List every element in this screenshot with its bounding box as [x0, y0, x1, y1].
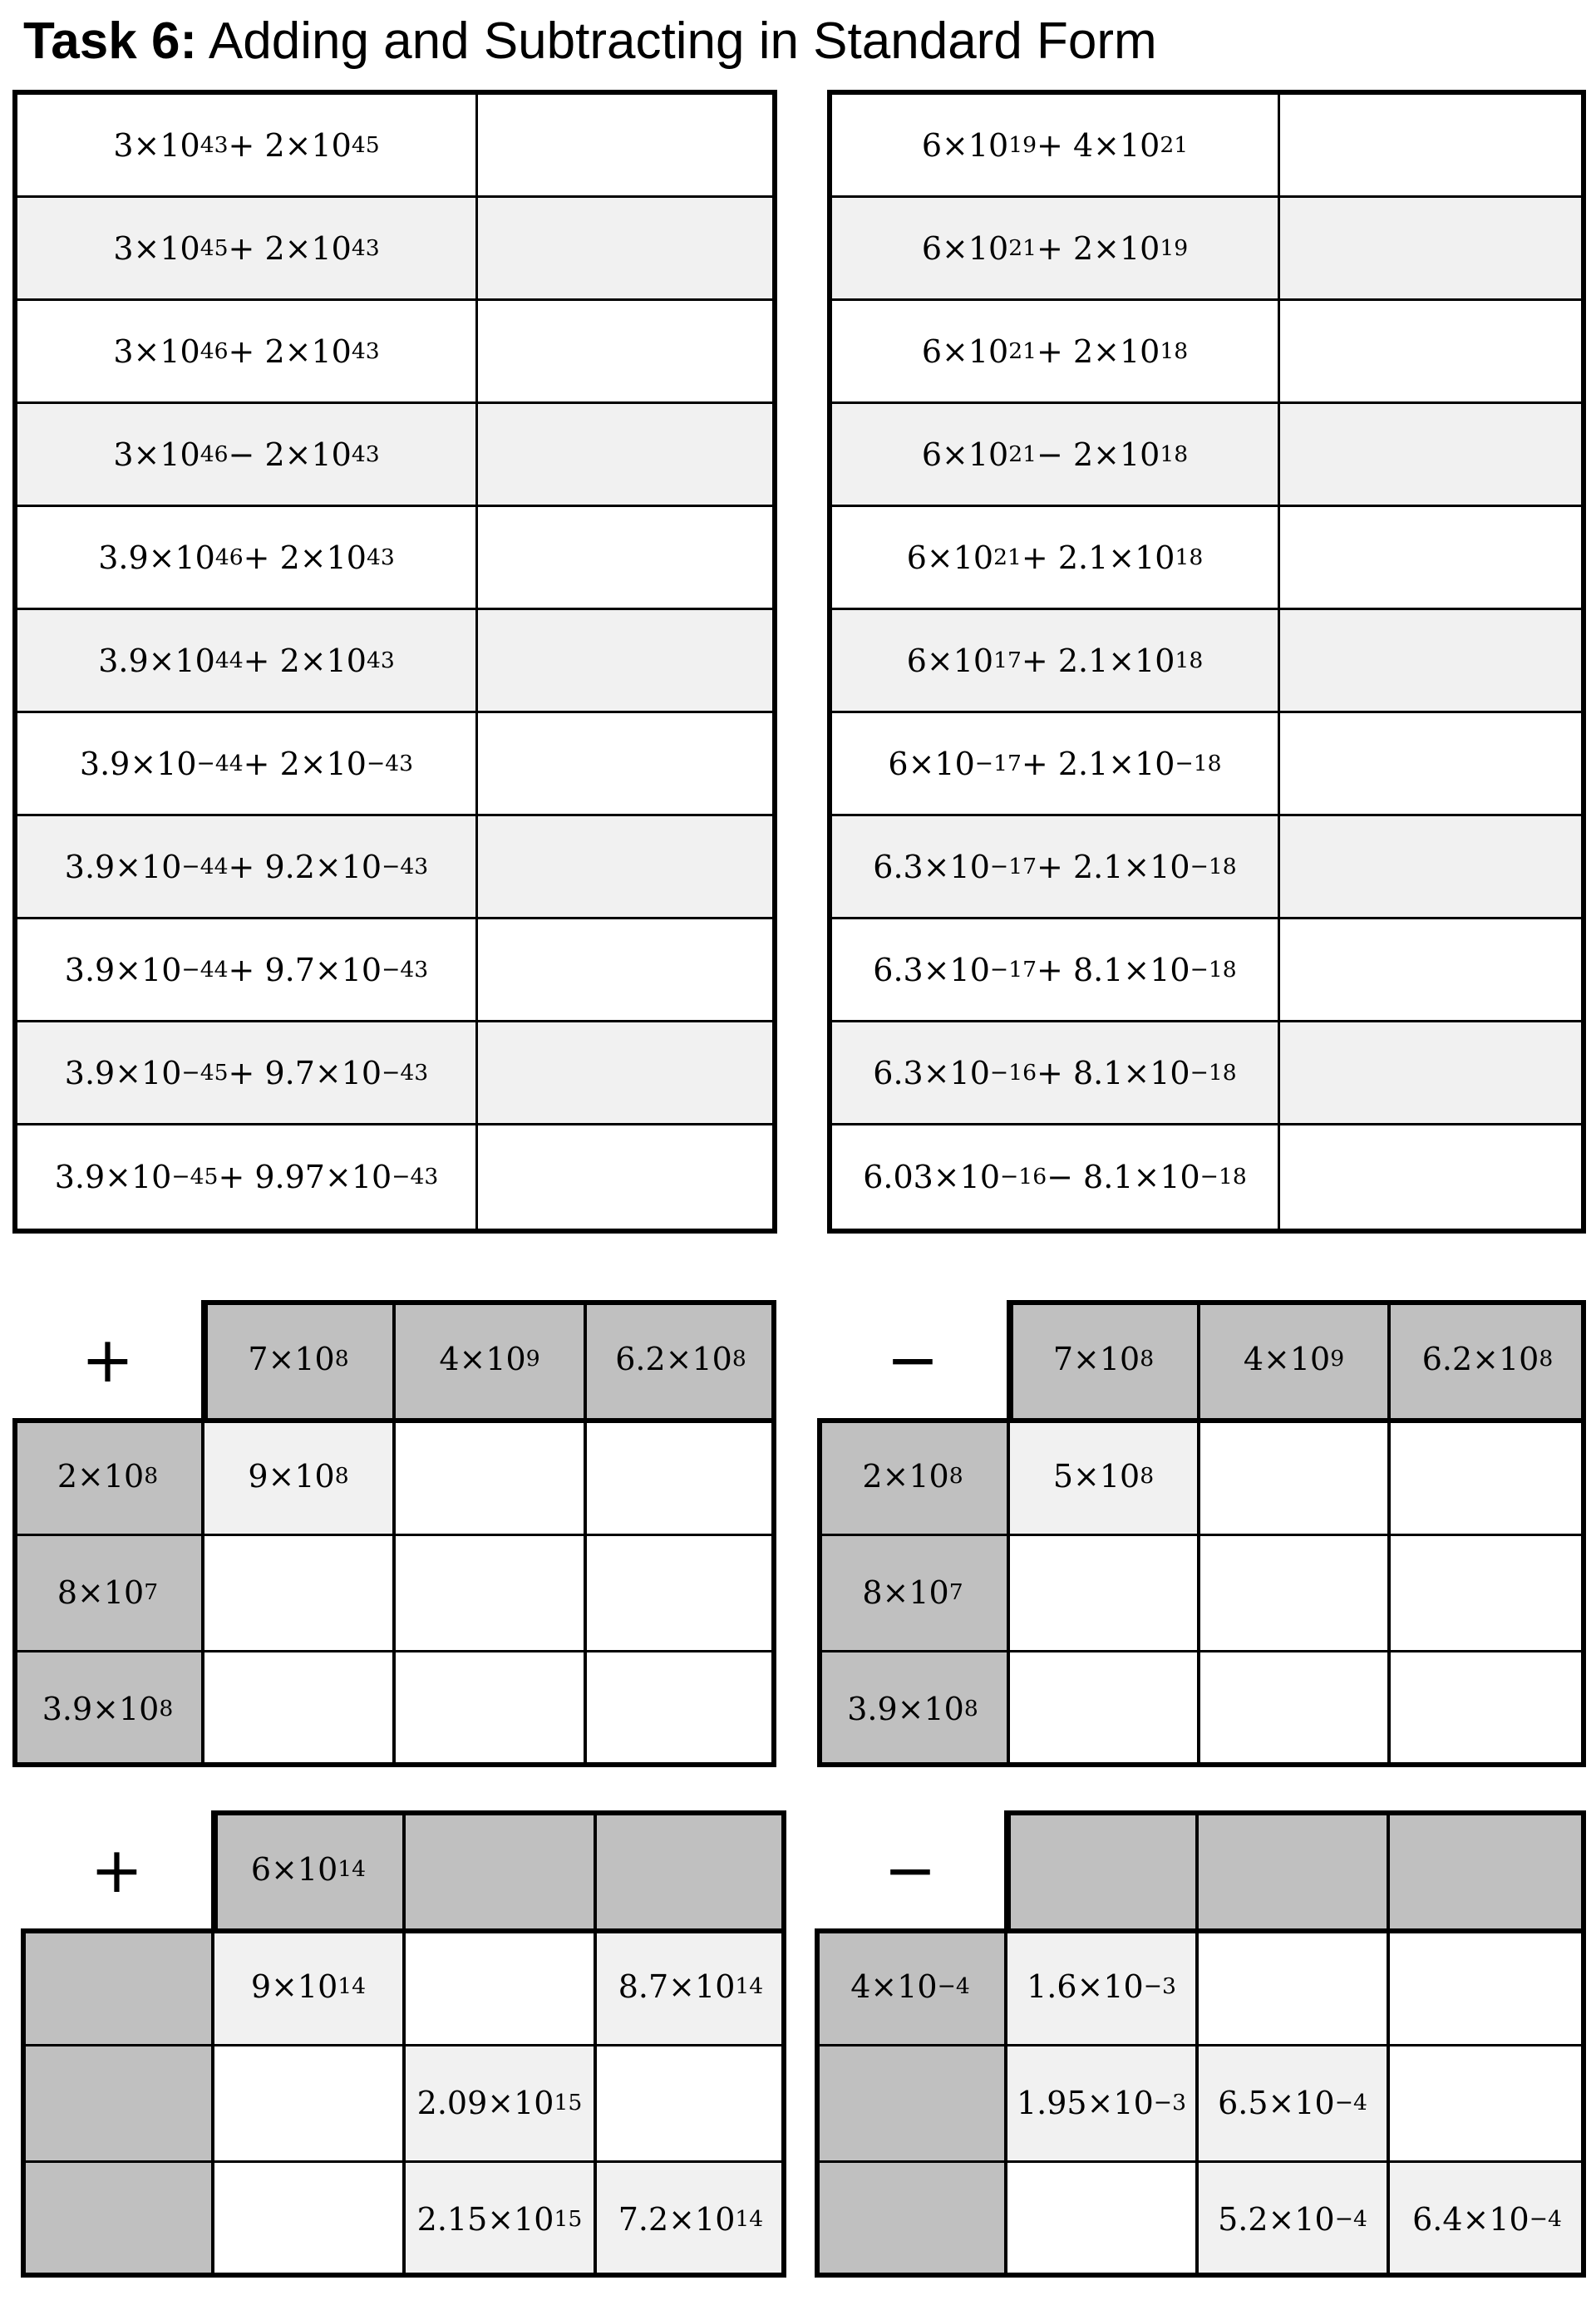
given-value-cell: 2.09×10 15: [404, 2045, 595, 2161]
expression-cell: 3×10 43 + 2×10 45: [17, 95, 478, 198]
given-value-cell: 7.2×10 14: [595, 2161, 786, 2278]
given-value-cell: 2.15×10 15: [404, 2161, 595, 2278]
expression-cell: 3×10 45 + 2×10 43: [17, 198, 478, 301]
grid-line: [817, 1534, 1586, 1536]
answer-cell[interactable]: [478, 610, 772, 713]
answer-cell[interactable]: [1006, 2161, 1197, 2278]
answer-cell[interactable]: [478, 198, 772, 301]
expression-cell: 3.9×10 −45 + 9.97×10 −43: [17, 1125, 478, 1229]
column-header: 6.2×10 8: [585, 1300, 776, 1418]
expression-cell: 6.03×10 −16 − 8.1×10 −18: [832, 1125, 1280, 1229]
grid-line: [817, 1650, 1586, 1652]
column-header: 7×10 8: [1008, 1300, 1199, 1418]
answer-cell[interactable]: [1008, 1534, 1199, 1651]
expression-cell: 3.9×10 −45 + 9.7×10 −43: [17, 1022, 478, 1125]
given-value-cell: 9×10 8: [203, 1418, 394, 1534]
minus-operator: −: [884, 1832, 937, 1907]
expression-cell: 3×10 46 + 2×10 43: [17, 301, 478, 404]
row-header: 2×10 8: [817, 1418, 1008, 1534]
given-value-cell: 5.2×10 −4: [1197, 2161, 1388, 2278]
left-expression-table: [12, 90, 777, 1234]
expression-cell: 6×10 21 + 2×10 19: [832, 198, 1280, 301]
row-header: 8×10 7: [817, 1534, 1008, 1651]
grid-line: [21, 2044, 786, 2046]
answer-cell[interactable]: [595, 2045, 786, 2161]
task-title: Adding and Subtracting in Standard Form: [197, 12, 1157, 70]
answer-cell[interactable]: [1280, 301, 1581, 404]
expression-cell: 6×10 21 + 2×10 18: [832, 301, 1280, 404]
given-value-cell: 1.6×10 −3: [1006, 1928, 1197, 2045]
answer-cell[interactable]: [1280, 610, 1581, 713]
column-header: [1006, 1810, 1197, 1928]
expression-cell: 6.3×10 −16 + 8.1×10 −18: [832, 1022, 1280, 1125]
answer-cell[interactable]: [1389, 1534, 1586, 1651]
page-title: [23, 12, 1157, 71]
expression-cell: 3.9×10 −44 + 9.7×10 −43: [17, 919, 478, 1022]
column-header: [1197, 1810, 1388, 1928]
answer-cell[interactable]: [1280, 404, 1581, 507]
answer-cell[interactable]: [478, 919, 772, 1022]
answer-cell[interactable]: [1280, 95, 1581, 198]
answer-cell[interactable]: [213, 2161, 404, 2278]
row-header: [21, 1928, 213, 2045]
answer-cell[interactable]: [585, 1651, 776, 1767]
expression-cell: 6×10 17 + 2.1×10 18: [832, 610, 1280, 713]
answer-cell[interactable]: [1280, 507, 1581, 610]
expression-cell: 6×10 19 + 4×10 21: [832, 95, 1280, 198]
expression-cell: 6.3×10 −17 + 8.1×10 −18: [832, 919, 1280, 1022]
answer-cell[interactable]: [213, 2045, 404, 2161]
column-header: [404, 1810, 595, 1928]
row-header: 3.9×10 8: [12, 1651, 203, 1767]
expression-cell: 3.9×10 46 + 2×10 43: [17, 507, 478, 610]
given-value-cell: 8.7×10 14: [595, 1928, 786, 2045]
answer-cell[interactable]: [478, 1125, 772, 1229]
row-header: [815, 2045, 1006, 2161]
answer-cell[interactable]: [394, 1534, 585, 1651]
answer-cell[interactable]: [1280, 816, 1581, 919]
answer-cell[interactable]: [203, 1534, 394, 1651]
column-header: 4×10 9: [394, 1300, 585, 1418]
given-value-cell: 9×10 14: [213, 1928, 404, 2045]
expression-cell: 3.9×10 44 + 2×10 43: [17, 610, 478, 713]
answer-cell[interactable]: [394, 1651, 585, 1767]
row-header: [21, 2045, 213, 2161]
expression-cell: 6×10 21 + 2.1×10 18: [832, 507, 1280, 610]
plus-operator: +: [81, 1322, 135, 1396]
column-header: [595, 1810, 786, 1928]
grid-line: [815, 2160, 1586, 2163]
answer-cell[interactable]: [394, 1418, 585, 1534]
answer-cell[interactable]: [1389, 1418, 1586, 1534]
grid-line: [12, 1534, 776, 1536]
column-header: [1388, 1810, 1586, 1928]
expression-cell: 6.3×10 −17 + 2.1×10 −18: [832, 816, 1280, 919]
answer-cell[interactable]: [1388, 1928, 1586, 2045]
column-header: 7×10 8: [203, 1300, 394, 1418]
column-header: 6.2×10 8: [1389, 1300, 1586, 1418]
answer-cell[interactable]: [585, 1418, 776, 1534]
answer-cell[interactable]: [1199, 1534, 1389, 1651]
grid-line: [12, 1650, 776, 1652]
row-header: 2×10 8: [12, 1418, 203, 1534]
answer-cell[interactable]: [203, 1651, 394, 1767]
task-label: Task 6:: [23, 12, 198, 70]
answer-cell[interactable]: [1280, 713, 1581, 816]
answer-cell[interactable]: [1280, 1125, 1581, 1229]
answer-cell[interactable]: [478, 816, 772, 919]
expression-cell: 3.9×10 −44 + 2×10 −43: [17, 713, 478, 816]
column-header: 4×10 9: [1199, 1300, 1389, 1418]
row-header: 3.9×10 8: [817, 1651, 1008, 1767]
answer-cell[interactable]: [478, 95, 772, 198]
given-value-cell: 6.4×10 −4: [1388, 2161, 1586, 2278]
answer-cell[interactable]: [1389, 1651, 1586, 1767]
answer-cell[interactable]: [585, 1534, 776, 1651]
given-value-cell: 5×10 8: [1008, 1418, 1199, 1534]
minus-operator: −: [886, 1322, 939, 1396]
given-value-cell: 6.5×10 −4: [1197, 2045, 1388, 2161]
answer-cell[interactable]: [1197, 1928, 1388, 2045]
answer-cell[interactable]: [1008, 1651, 1199, 1767]
answer-cell[interactable]: [404, 1928, 595, 2045]
answer-cell[interactable]: [478, 404, 772, 507]
answer-cell[interactable]: [478, 507, 772, 610]
row-header: [815, 2161, 1006, 2278]
expression-cell: 3.9×10 −44 + 9.2×10 −43: [17, 816, 478, 919]
answer-cell[interactable]: [1199, 1418, 1389, 1534]
answer-cell[interactable]: [478, 301, 772, 404]
answer-cell[interactable]: [1280, 919, 1581, 1022]
answer-cell[interactable]: [478, 713, 772, 816]
grid-line: [21, 2160, 786, 2163]
answer-cell[interactable]: [1388, 2045, 1586, 2161]
right-expression-table: [827, 90, 1586, 1234]
answer-cell[interactable]: [1199, 1651, 1389, 1767]
row-header: 4×10 −4: [815, 1928, 1006, 2045]
column-header: 6×10 14: [213, 1810, 404, 1928]
plus-operator: +: [90, 1832, 144, 1907]
answer-cell[interactable]: [1280, 198, 1581, 301]
answer-cell[interactable]: [1280, 1022, 1581, 1125]
grid-line: [815, 2044, 1586, 2046]
row-header: 8×10 7: [12, 1534, 203, 1651]
expression-cell: 3×10 46 − 2×10 43: [17, 404, 478, 507]
expression-cell: 6×10 −17 + 2.1×10 −18: [832, 713, 1280, 816]
expression-cell: 6×10 21 − 2×10 18: [832, 404, 1280, 507]
answer-cell[interactable]: [478, 1022, 772, 1125]
row-header: [21, 2161, 213, 2278]
given-value-cell: 1.95×10 −3: [1006, 2045, 1197, 2161]
